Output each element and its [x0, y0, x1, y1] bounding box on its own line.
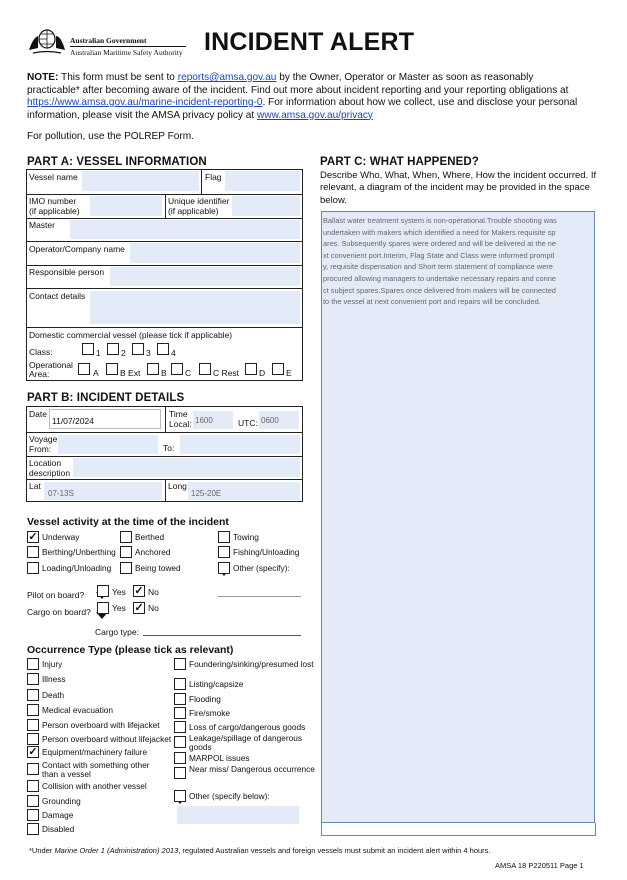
voyage-to-field[interactable]	[180, 435, 300, 454]
equipment-machinery-failure-checkbox[interactable]: ✓	[28, 746, 38, 758]
master-field[interactable]	[70, 220, 300, 239]
cargo-label: Cargo on board?	[27, 607, 91, 617]
pilot-no-label: No	[148, 587, 159, 597]
area-a-label: A	[93, 368, 99, 378]
person-overboard-with-lifejacket-checkbox[interactable]	[27, 719, 39, 731]
marpol-issues-checkbox[interactable]	[174, 752, 186, 764]
class-1-label: 1	[96, 348, 101, 358]
time-local-label: Time Local:	[169, 409, 192, 429]
loading-unloading-checkbox[interactable]	[27, 562, 39, 574]
government-logo-text	[70, 36, 186, 57]
area-b-checkbox[interactable]	[147, 363, 159, 375]
voyage-from-field[interactable]	[58, 435, 158, 454]
part-b-title: PART B: INCIDENT DETAILS	[27, 392, 185, 404]
pilot-no-checkbox[interactable]: ✓	[134, 585, 144, 597]
what-happened-line: undertaken with makers which identified a need for Makers requisite sp	[323, 227, 556, 237]
other-specify-checkbox[interactable]	[218, 562, 230, 574]
voyage-from-label: Voyage From:	[29, 434, 58, 454]
collision-with-another-vessel-checkbox[interactable]	[27, 780, 39, 792]
master-label: Master	[29, 220, 55, 230]
vessel-activity-title: Vessel activity at the time of the incident	[27, 516, 229, 528]
area-a-checkbox[interactable]	[78, 363, 90, 375]
area-e-label: E	[286, 368, 292, 378]
operational-area-label: Operational Area:	[29, 360, 73, 379]
other-specify-below-label: Other (specify below):	[189, 791, 270, 801]
class-3-checkbox[interactable]	[132, 343, 144, 355]
occurrence-title: Occurrence Type (please tick as relevant)	[27, 644, 234, 656]
imo-label: IMO number (if applicable)	[29, 196, 80, 216]
form-title: INCIDENT ALERT	[204, 28, 415, 56]
illness-checkbox[interactable]	[27, 673, 39, 685]
area-b-label: B	[161, 368, 167, 378]
gov-line1: Australian Government	[70, 36, 147, 45]
towing-label: Towing	[233, 532, 259, 542]
vessel-name-label: Vessel name	[29, 172, 78, 182]
berthed-label: Berthed	[135, 532, 165, 542]
contact-with-something-other-than-a-vessel-checkbox[interactable]	[27, 763, 39, 775]
equipment-machinery-failure-label: Equipment/machinery failure	[42, 747, 148, 757]
other-specify-label: Other (specify):	[233, 563, 290, 573]
damage-checkbox[interactable]	[27, 809, 39, 821]
disabled-checkbox[interactable]	[27, 823, 39, 835]
cargo-no-checkbox[interactable]: ✓	[134, 602, 144, 614]
part-c-title: PART C: WHAT HAPPENED?	[320, 156, 479, 168]
fishing-unloading-label: Fishing/Unloading	[233, 547, 300, 557]
medical-evacuation-checkbox[interactable]	[27, 704, 39, 716]
listing-capsize-checkbox[interactable]	[174, 678, 186, 690]
unique-id-field[interactable]	[232, 196, 300, 216]
contact-details-field[interactable]	[90, 291, 300, 324]
gov-line2: Australian Maritime Safety Authority	[70, 48, 183, 57]
class-1-checkbox[interactable]	[82, 343, 94, 355]
berthed-checkbox[interactable]	[120, 531, 132, 543]
person-overboard-without-lifejacket-checkbox[interactable]	[27, 733, 39, 745]
responsible-person-label: Responsible person	[29, 267, 105, 277]
flooding-label: Flooding	[189, 694, 221, 704]
class-2-checkbox[interactable]	[107, 343, 119, 355]
berthing-unberthing-checkbox[interactable]	[27, 546, 39, 558]
contact-details-label: Contact details	[29, 291, 86, 301]
area-d-label: D	[259, 368, 266, 378]
location-field[interactable]	[73, 458, 300, 477]
cargo-yes-label: Yes	[112, 603, 126, 613]
contact-with-something-other-than-a-vessel-label: Contact with something other than a vessel	[42, 760, 150, 779]
marpol-issues-label: MARPOL issues	[189, 753, 250, 763]
what-happened-line: Ballast water treatment system is non-operational.Trouble shooting was	[323, 216, 557, 225]
area-d-checkbox[interactable]	[245, 363, 257, 375]
other-occurrence-field[interactable]	[177, 806, 299, 824]
what-happened-line: procured allowing managers to undertake necessary repairs and conne	[323, 273, 556, 283]
death-checkbox[interactable]	[27, 689, 39, 701]
footer-marine-order: Marine Order 1 (Administration) 2013	[54, 846, 179, 855]
long-label: Long	[168, 481, 187, 491]
area-c-rest-label: C Rest	[213, 368, 239, 378]
anchored-label: Anchored	[135, 547, 171, 557]
imo-field[interactable]	[90, 196, 162, 216]
lat-label: Lat	[29, 481, 41, 491]
pilot-yes-checkbox[interactable]	[97, 585, 109, 597]
date-value: 11/07/2024	[52, 416, 94, 426]
operator-field[interactable]	[130, 243, 300, 263]
what-happened-line: ares. Subsequently spares were ordered and will be delivered at the ne	[323, 239, 556, 249]
medical-evacuation-label: Medical evacuation	[42, 705, 114, 715]
person-overboard-with-lifejacket-label: Person overboard with lifejacket	[42, 720, 160, 730]
area-c-label: C	[185, 368, 192, 378]
responsible-person-field[interactable]	[110, 267, 300, 286]
fishing-unloading-checkbox[interactable]	[218, 546, 230, 558]
other-specify-below-checkbox[interactable]	[174, 790, 186, 802]
underway-checkbox[interactable]: ✓	[28, 531, 38, 543]
pilot-label: Pilot on board?	[27, 590, 85, 600]
grounding-checkbox[interactable]	[27, 795, 39, 807]
berthing-unberthing-label: Berthing/Unberthing	[42, 547, 116, 557]
flag-label: Flag	[205, 172, 222, 182]
disabled-label: Disabled	[42, 824, 75, 834]
location-label: Location description	[29, 458, 71, 478]
cargo-type-line[interactable]	[143, 635, 301, 636]
near-miss-dangerous-occurrence-checkbox[interactable]	[174, 767, 186, 779]
form-code: AMSA 18 P220511 Page 1	[495, 861, 584, 870]
what-happened-line: xt convenient port.Interim, Flag State and Class were informed promptl	[323, 250, 555, 260]
note-paragraph	[27, 72, 587, 122]
time-local-value: 1600	[195, 416, 213, 425]
other-activity-field[interactable]	[218, 596, 301, 597]
near-miss-dangerous-occurrence-label: Near miss/ Dangerous occurrence	[189, 764, 315, 774]
long-value: 125-20E	[191, 489, 222, 498]
foundering-sinking-presumed-lost-checkbox[interactable]	[174, 658, 186, 670]
note-text-3: . For information about how we collect, use and disclose your personal information, please visit the AMSA privacy policy at	[27, 97, 578, 121]
note-label: NOTE:	[27, 72, 59, 83]
anchored-checkbox[interactable]	[120, 546, 132, 558]
listing-capsize-label: Listing/capsize	[189, 679, 244, 689]
death-label: Death	[42, 690, 65, 700]
coat-of-arms-icon	[27, 26, 67, 56]
date-label: Date	[29, 409, 47, 419]
class-4-label: 4	[171, 348, 176, 358]
area-c-checkbox[interactable]	[171, 363, 183, 375]
cargo-no-label: No	[148, 603, 159, 613]
what-happened-text	[323, 215, 593, 308]
note-text-2: by the Owner, Operator or Master as soon as reasonably practicable* after becoming aware of the incident. Find out more about incident reporting and your reporting obligations at	[27, 72, 569, 96]
cargo-yes-checkbox[interactable]	[97, 602, 109, 614]
domestic-vessel-label: Domestic commercial vessel (please tick if applicable)	[29, 330, 233, 340]
being-towed-label: Being towed	[135, 563, 181, 573]
illness-label: Illness	[42, 674, 66, 684]
footer-note	[29, 846, 491, 855]
class-2-label: 2	[121, 348, 126, 358]
fire-smoke-checkbox[interactable]	[174, 707, 186, 719]
area-b-ext-label: B Ext	[120, 368, 141, 378]
part-a-title: PART A: VESSEL INFORMATION	[27, 156, 207, 168]
cargo-type-label: Cargo type:	[95, 627, 139, 637]
loss-of-cargo-dangerous-goods-checkbox[interactable]	[174, 721, 186, 733]
what-happened-line: y, requisite dispensation and Short term statement of compliance were	[323, 262, 553, 272]
utc-label: UTC:	[238, 418, 258, 428]
privacy-link[interactable]: www.amsa.gov.au/privacy	[257, 109, 373, 121]
what-happened-line: ct subject spares.Spares once delivered from makers will be connected	[323, 285, 556, 295]
fire-smoke-label: Fire/smoke	[189, 708, 231, 718]
collision-with-another-vessel-label: Collision with another vessel	[42, 781, 147, 791]
class-4-checkbox[interactable]	[157, 343, 169, 355]
underway-label: Underway	[42, 532, 80, 542]
class-label: Class:	[29, 347, 53, 357]
part-c-description: Describe Who, What, When, Where, How the incident occurred. If relevant, a diagram of the incident may be provided in the space below.	[320, 170, 597, 206]
incident-reporting-link[interactable]: https://www.amsa.gov.au/marine-incident-reporting-0	[27, 97, 263, 108]
unique-id-label: Unique identifier (if applicable)	[168, 196, 230, 216]
what-happened-line: to the vessel at next convenient port and repairs will be concluded.	[323, 297, 541, 307]
pilot-yes-label: Yes	[112, 587, 126, 597]
flooding-checkbox[interactable]	[174, 693, 186, 705]
leakage-spillage-of-dangerous-goods-checkbox[interactable]	[174, 736, 186, 748]
pollution-note: For pollution, use the POLREP Form.	[27, 131, 194, 142]
area-e-checkbox[interactable]	[272, 363, 284, 375]
footer-pre: *Under	[29, 846, 55, 855]
class-3-label: 3	[146, 348, 151, 358]
foundering-sinking-presumed-lost-label: Foundering/sinking/presumed lost	[189, 659, 314, 669]
footer-post: , regulated Australian vessels and foreign vessels must submit an incident alert within 4 hours.	[178, 846, 491, 855]
injury-label: Injury	[42, 659, 63, 669]
voyage-to-label: To:	[163, 443, 175, 453]
towing-checkbox[interactable]	[218, 531, 230, 543]
injury-checkbox[interactable]	[27, 658, 39, 670]
reports-email-link[interactable]: reports@amsa.gov.au	[177, 72, 277, 83]
lat-value: 07-13S	[48, 489, 74, 498]
damage-label: Damage	[42, 810, 74, 820]
flag-field[interactable]	[225, 171, 300, 191]
area-b-ext-checkbox[interactable]	[106, 363, 118, 375]
vessel-name-field[interactable]	[82, 171, 199, 191]
area-c-rest-checkbox[interactable]	[199, 363, 211, 375]
loading-unloading-label: Loading/Unloading	[42, 563, 112, 573]
leakage-spillage-of-dangerous-goods-label: Leakage/spillage of dangerous goods	[189, 733, 303, 752]
note-text-1: This form must be sent to	[58, 72, 178, 83]
person-overboard-without-lifejacket-label: Person overboard without lifejacket	[42, 734, 172, 744]
operator-label: Operator/Company name	[29, 244, 125, 254]
being-towed-checkbox[interactable]	[120, 562, 132, 574]
utc-value: 0600	[261, 416, 279, 425]
grounding-label: Grounding	[42, 796, 81, 806]
loss-of-cargo-dangerous-goods-label: Loss of cargo/dangerous goods	[189, 722, 306, 732]
